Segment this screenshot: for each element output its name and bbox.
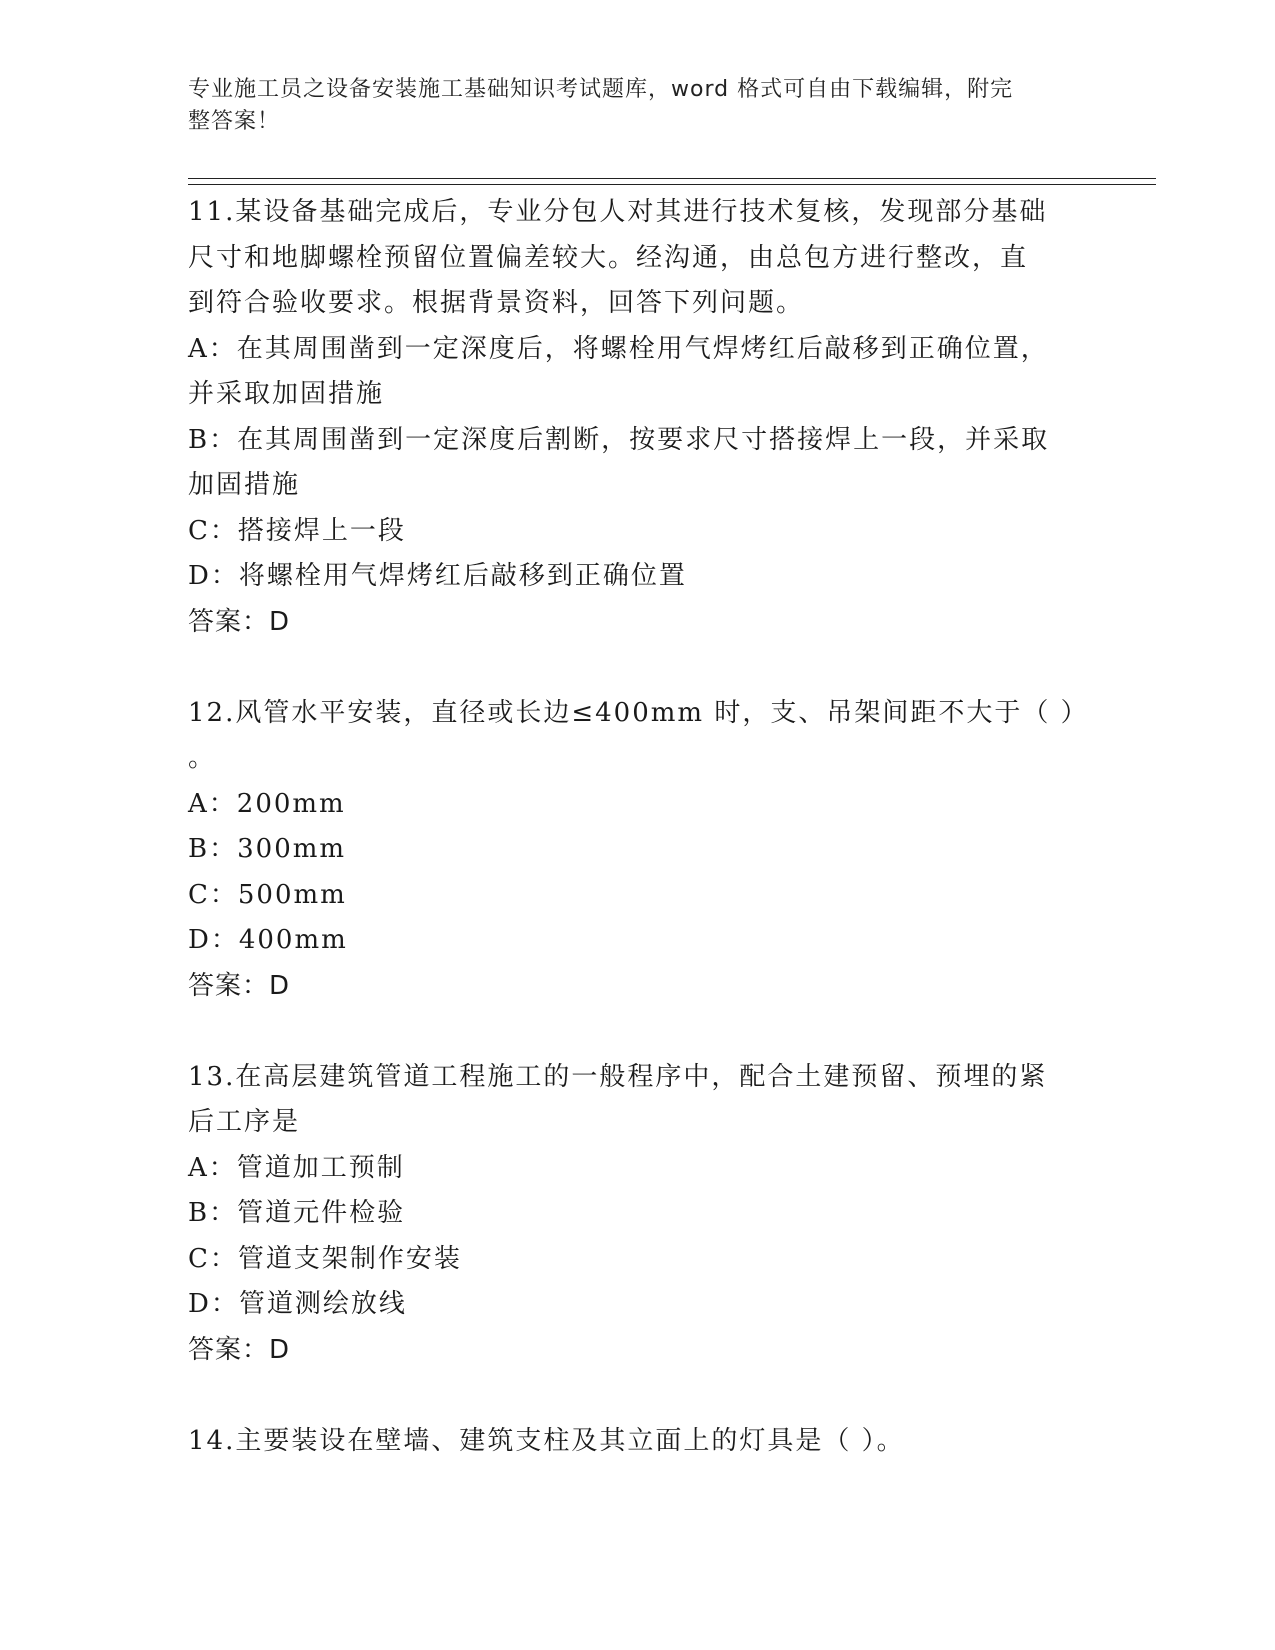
header-divider-bottom	[188, 184, 1156, 185]
question-stem-line: 13.在高层建筑管道工程施工的一般程序中，配合土建预留、预埋的紧	[188, 1061, 1048, 1092]
question-13	[188, 1055, 1088, 1374]
question-stem-line: 到符合验收要求。根据背景资料，回答下列问题。	[188, 288, 805, 318]
option-c: C：500mm	[188, 879, 347, 910]
answer: 答案：D	[188, 1334, 291, 1365]
question-stem-line: 12.风管水平安装，直径或长边≤400mm 时，支、吊架间距不大于（ ）	[188, 697, 1089, 728]
header-divider-top	[188, 178, 1156, 179]
question-stem-line: 。	[188, 743, 217, 773]
question-12	[188, 691, 1088, 1010]
option-b: B：管道元件检验	[188, 1198, 406, 1228]
spacer	[188, 1009, 1088, 1055]
spacer	[188, 1373, 1088, 1419]
option-c: C：管道支架制作安装	[188, 1243, 462, 1274]
document-header	[188, 74, 1068, 138]
question-11	[188, 190, 1088, 645]
option-b: B：300mm	[188, 834, 347, 864]
question-list	[188, 190, 1088, 1464]
option-a-line: A：在其周围凿到一定深度后，将螺栓用气焊烤红后敲移到正确位置，	[188, 333, 1049, 364]
option-b-line: B：在其周围凿到一定深度后割断，按要求尺寸搭接焊上一段，并采取	[188, 424, 1050, 455]
option-c: C：搭接焊上一段	[188, 515, 406, 546]
question-stem-line: 后工序是	[188, 1107, 301, 1137]
option-a: A：管道加工预制	[188, 1152, 405, 1183]
answer: 答案：D	[188, 606, 291, 637]
option-a: A：200mm	[188, 788, 346, 819]
answer: 答案：D	[188, 970, 291, 1001]
option-a-line: 并采取加固措施	[188, 379, 385, 409]
spacer	[188, 645, 1088, 691]
question-stem-line: 尺寸和地脚螺栓预留位置偏差较大。经沟通，由总包方进行整改，直	[188, 242, 1029, 273]
option-d: D：400mm	[188, 925, 348, 955]
option-d: D：管道测绘放线	[188, 1289, 407, 1319]
question-14	[188, 1419, 1088, 1465]
header-line-2: 整答案！	[188, 109, 281, 134]
question-stem-line: 14.主要装设在壁墙、建筑支柱及其立面上的灯具是（ ）。	[188, 1425, 905, 1456]
option-d: D：将螺栓用气焊烤红后敲移到正确位置	[188, 561, 687, 591]
question-stem-line: 11.某设备基础完成后，专业分包人对其进行技术复核，发现部分基础	[188, 197, 1048, 227]
header-line-1: 专业施工员之设备安装施工基础知识考试题库，word 格式可自由下载编辑，附完	[188, 77, 1014, 102]
option-b-line: 加固措施	[188, 470, 301, 500]
